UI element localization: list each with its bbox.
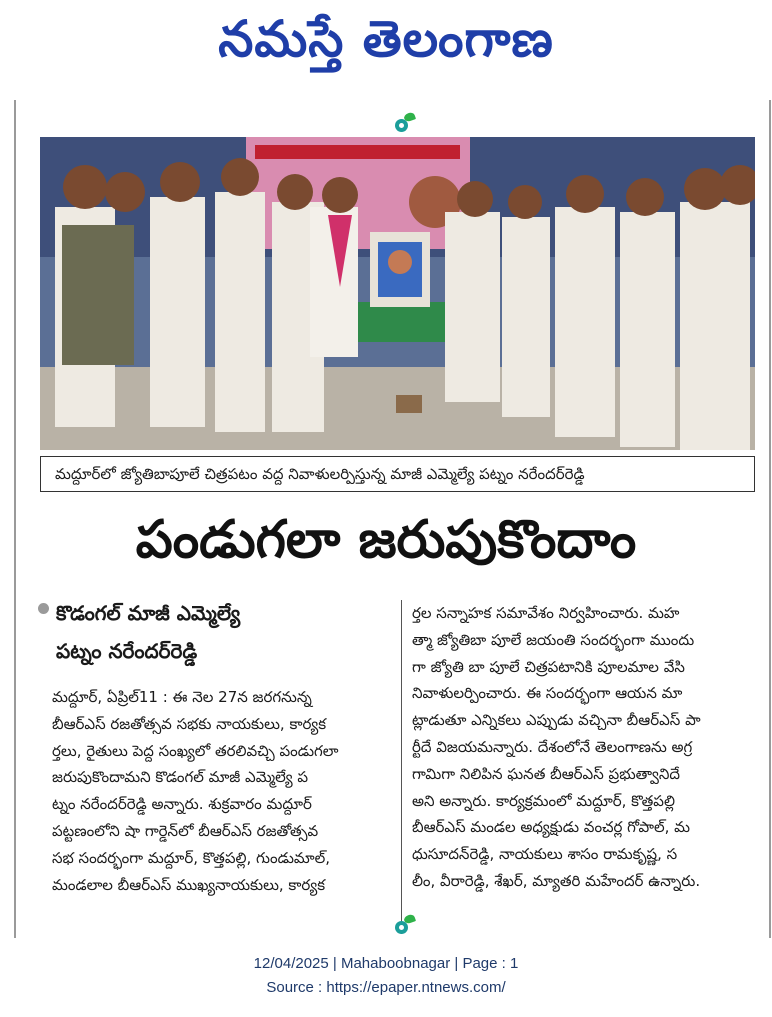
text-line: గామిగా నిలిపిన ఘనత బీఆర్‌ఎస్ ప్రభుత్వానిదే [412,764,681,783]
article-headline: పండుగలా జరుపుకొందాం [135,510,637,570]
text-line: నివాళులర్పించారు. ఈ సందర్భంగా ఆయన మా [412,684,683,703]
newspaper-masthead: నమస్తే తెలంగాణ [218,10,554,68]
text-line: పట్టణంలోని షా గార్డెన్‌లో బీఆర్‌ఎస్ రజతోత్సవ [52,821,319,840]
text-line: సభ సందర్భంగా మద్దూర్, కొత్తపల్లి, గుండుమాల్, [52,848,330,867]
text-line: ధుసూదన్‌రెడ్డి, నాయకులు శాసం రామకృష్ణ, స [412,845,678,864]
page-footer [0,952,772,1000]
text-line: ర్తల సన్నాహక సమావేశం నిర్వహించారు. మహ [412,604,680,622]
text-line: ట్లాడుతూ ఎన్నికలు ఎప్పుడు వచ్చినా బీఆర్‌ఎస్ పా [412,711,701,730]
text-line: అని అన్నారు. కార్యక్రమంలో మద్దూర్, కొత్తపల్లి [412,791,675,810]
news-photo [40,137,755,450]
edition-info: 12/04/2025 | Mahaboobnagar | Page : 1 [253,955,519,972]
leaf-logo-icon [395,113,417,135]
text-line: బీఆర్‌ఎస్ రజతోత్సవ సభకు నాయకులు, కార్యక [52,714,327,733]
source-link[interactable]: Source : https://epaper.ntnews.com/ [266,979,506,996]
article-column-1 [52,684,392,898]
text-line: గా జ్యోతి బా పూలే చిత్రపటానికి పూలమాల వేసి [412,657,685,676]
text-line: ర్టీదే విజయమన్నారు. దేశంలోనే తెలంగాణను అగ్ర [412,737,693,756]
text-line: మద్దూర్, ఏప్రిల్11 : ఈ నెల 27న జరగనున్న [52,688,312,706]
photo-caption: మద్దూర్‌లో జ్యోతిబాపూలే చిత్రపటం వద్ద నివాళులర్పిస్తున్న మాజీ ఎమ్మెల్యే పట్నం నరేందర్‌రెడ్డి [40,456,755,492]
subhead-line: కొడంగల్ మాజీ ఎమ్మెల్యే [56,601,241,625]
leaf-logo-icon [395,915,417,937]
text-line: త్మా జ్యోతిబా పూలే జయంతి సందర్భంగా ముందు [412,630,695,649]
article-column-2 [412,600,762,895]
text-line: లీం, వీరారెడ్డి, శేఖర్, మ్యాతరి మహేందర్ ఉన్నారు. [412,871,701,890]
text-line: బీఆర్‌ఎస్ మండల అధ్యక్షుడు వంచర్ల గోపాల్, మ [412,818,691,837]
bullet-icon [38,603,49,614]
article-subhead [56,594,240,670]
text-line: మండలాల బీఆర్‌ఎస్ ముఖ్యనాయకులు, కార్యక [52,875,326,894]
text-line: జరుపుకొందామని కొడంగల్ మాజీ ఎమ్మెల్యే ప [52,768,309,787]
subhead-line: పట్నం నరేందర్‌రెడ్డి [56,639,198,663]
text-line: ట్నం నరేందర్‌రెడ్డి అన్నారు. శుక్రవారం మద్దూర్ [52,795,312,814]
text-line: ర్తలు, రైతులు పెద్ద సంఖ్యలో తరలివచ్చి పండుగలా [52,741,339,760]
column-divider [401,600,402,934]
